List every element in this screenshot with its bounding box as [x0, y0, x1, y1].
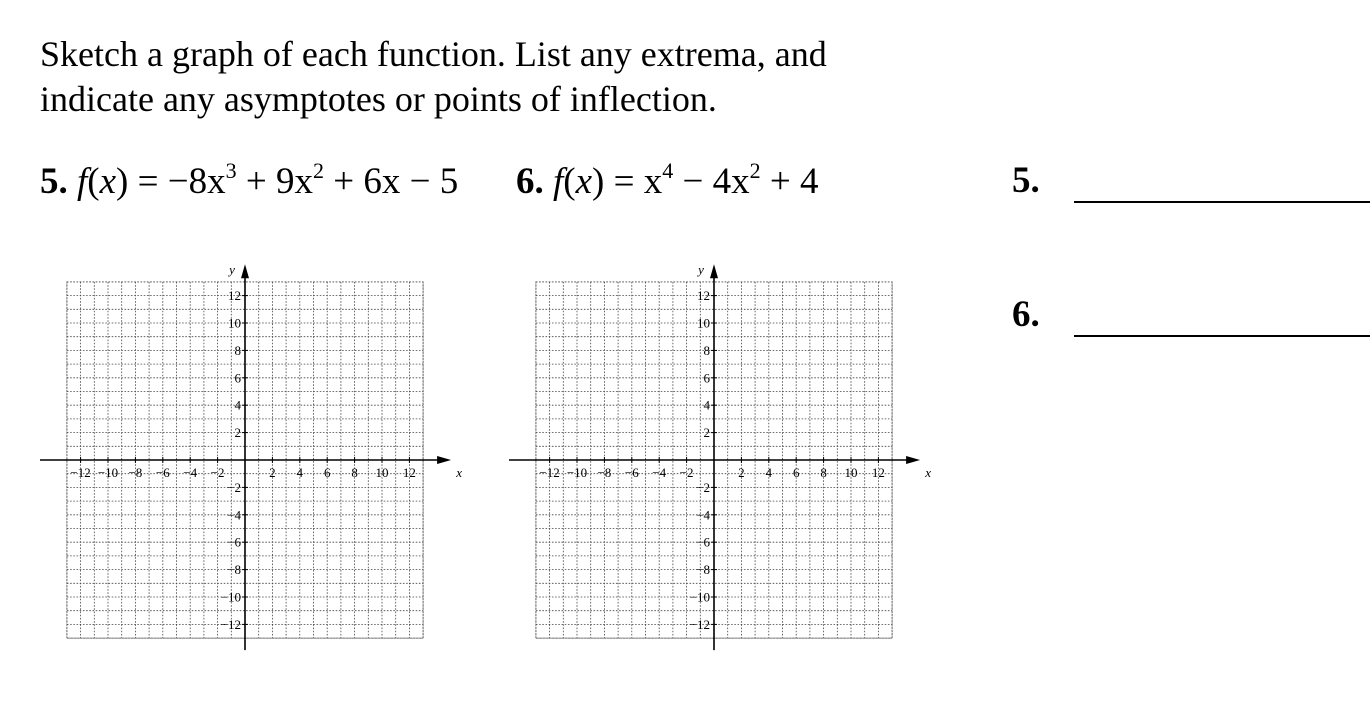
y-axis-label: y [229, 262, 235, 278]
y-axis-arrow [241, 264, 249, 278]
y-tick-label: 10 [228, 315, 241, 331]
y-tick-label: −10 [689, 589, 710, 605]
x-tick-label: −2 [679, 465, 694, 480]
y-tick-label: −12 [220, 616, 241, 632]
answer-label: 5. [1012, 160, 1040, 201]
x-tick-label: −4 [652, 465, 667, 480]
x-tick-label: 2 [269, 465, 276, 480]
y-tick-label: −2 [227, 479, 241, 495]
x-tick-label: 10 [844, 465, 858, 480]
x-tick-label: 6 [323, 465, 331, 480]
x-axis-label: x [925, 465, 931, 480]
y-tick-label: −4 [227, 507, 241, 523]
y-tick-label: 6 [703, 370, 710, 386]
x-tick-label: 2 [738, 465, 745, 480]
problem-number: 6. [516, 161, 544, 202]
y-tick-label: 12 [228, 288, 241, 304]
y-tick-label: 4 [703, 397, 710, 413]
x-axis-label: x [456, 465, 462, 480]
x-tick-label: 8 [820, 465, 827, 480]
y-tick-label: −6 [227, 534, 241, 550]
instructions-line-2: indicate any asymptotes or points of inflection. [40, 79, 717, 119]
term: + 6x − 5 [323, 161, 459, 202]
instructions-line-1: Sketch a graph of each function. List any extrema, and [40, 34, 827, 74]
term: + 4 [760, 161, 819, 202]
answer-6 [1012, 293, 1040, 336]
y-tick-label: 4 [234, 397, 241, 413]
term: = −8x [137, 161, 226, 202]
y-tick-label: 2 [703, 425, 710, 441]
problem-5-equation: 5. $f(x) = -8x^3 + 9x^2 + 6x - 5$ [40, 158, 459, 202]
answer-blank[interactable] [1074, 201, 1370, 203]
x-tick-label: −12 [539, 465, 560, 480]
y-tick-label: 12 [697, 288, 710, 304]
answer-label: 6. [1012, 294, 1040, 335]
x-tick-label: −8 [597, 465, 612, 480]
exponent: 3 [225, 158, 237, 183]
term: + 9x [236, 161, 313, 202]
x-tick-label: 12 [402, 465, 416, 480]
y-tick-label: −4 [696, 507, 710, 523]
y-tick-label: −6 [696, 534, 710, 550]
exponent: 4 [662, 158, 674, 183]
graph-grid-6[interactable] [509, 225, 939, 665]
y-tick-label: 2 [234, 425, 241, 441]
x-tick-label: −8 [128, 465, 143, 480]
x-tick-label: 4 [765, 465, 773, 480]
x-tick-label: 8 [351, 465, 358, 480]
function-name: f [77, 161, 88, 202]
answer-blank[interactable] [1074, 335, 1370, 337]
y-tick-label: −8 [227, 562, 241, 578]
y-tick-label: −10 [220, 589, 241, 605]
x-tick-label: −10 [566, 465, 588, 480]
exponent: 2 [312, 158, 324, 183]
y-tick-label: 10 [697, 315, 710, 331]
y-tick-label: −12 [689, 616, 710, 632]
x-tick-label: −10 [97, 465, 119, 480]
x-tick-label: −4 [183, 465, 198, 480]
y-axis-label: y [698, 262, 704, 278]
exponent: 2 [749, 158, 761, 183]
x-axis-arrow [437, 456, 451, 464]
problem-6-equation: 6. $f(x) = x^4 - 4x^2 + 4$ [516, 158, 819, 202]
y-axis-arrow [710, 264, 718, 278]
y-tick-label: 8 [703, 342, 710, 358]
term: − 4x [673, 161, 750, 202]
function-variable: x [99, 161, 117, 202]
y-tick-label: −8 [696, 562, 710, 578]
x-tick-label: −6 [624, 465, 639, 480]
x-tick-label: −6 [155, 465, 170, 480]
x-tick-label: 4 [296, 465, 304, 480]
y-tick-label: −2 [696, 479, 710, 495]
x-tick-label: −2 [210, 465, 225, 480]
x-tick-label: 6 [792, 465, 800, 480]
x-tick-label: −12 [70, 465, 91, 480]
graph-grid-5[interactable] [40, 225, 470, 665]
y-tick-label: 8 [234, 342, 241, 358]
x-axis-arrow [906, 456, 920, 464]
function-name: f [553, 161, 564, 202]
y-tick-label: 6 [234, 370, 241, 386]
problem-number: 5. [40, 161, 68, 202]
x-tick-label: 12 [871, 465, 885, 480]
term: = x [613, 161, 663, 202]
function-variable: x [575, 161, 593, 202]
answer-5 [1012, 159, 1040, 202]
instructions [40, 32, 827, 122]
x-tick-label: 10 [375, 465, 389, 480]
